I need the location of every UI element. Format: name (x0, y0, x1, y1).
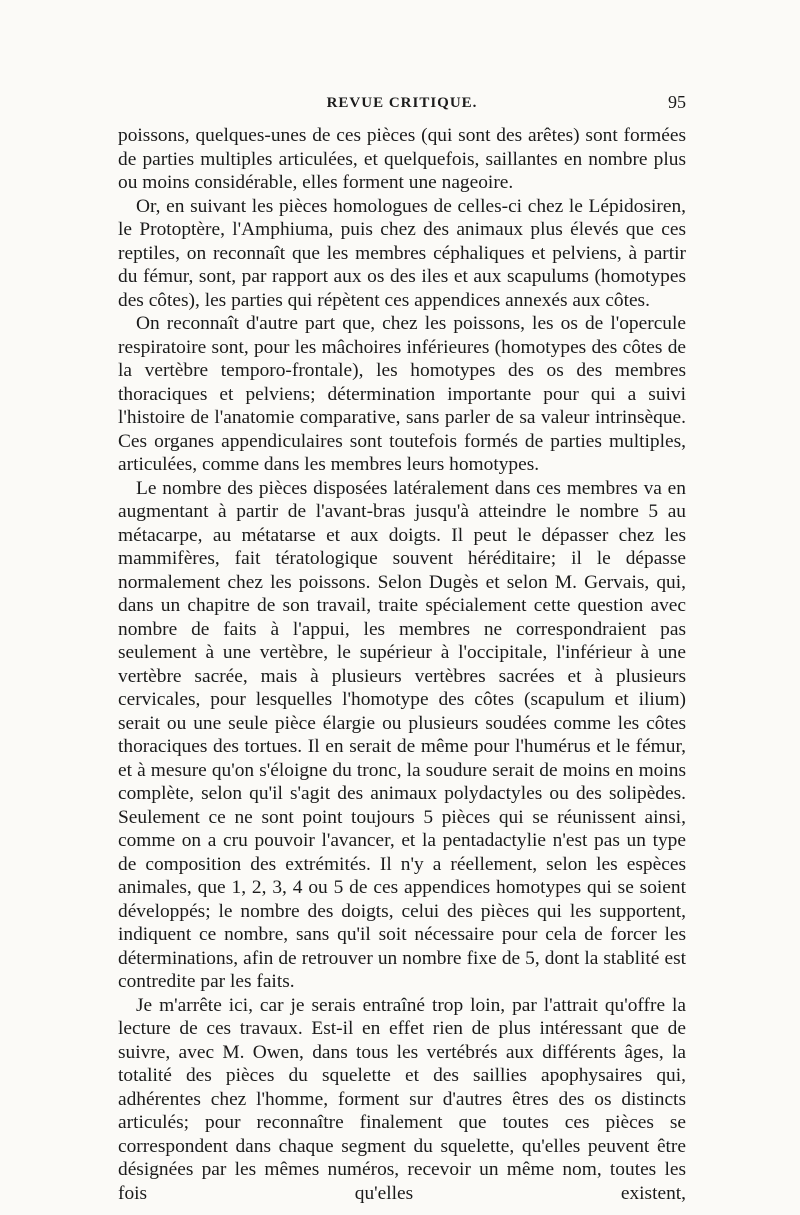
running-title: REVUE CRITIQUE. (326, 95, 478, 111)
paragraph-4: Le nombre des pièces disposées latéralement dans ces membres va en augmentant à partir de l'avant-bras jusqu'à atteindre le nombre 5 au métacarpe, au métatarse et aux doigts. Il peut le dépasser chez les mammifères, fait tératologique souvent héréditaire; il le dépasse normalement chez les poissons. Selon Dugès et selon M. Gervais, qui, dans un chapitre de son travail, traite spécialement cette question avec nombre de faits à l'appui, les membres ne correspondraient pas seulement à une vertèbre, le supérieur à l'occipitale, l'inférieur à une vertèbre sacrée, mais à plusieurs vertèbres sacrées et à plusieurs cervicales, pour lesquelles l'homotype des côtes (scapulum et ilium) serait ou une seule pièce élargie ou plusieurs soudées comme les côtes thoraciques des tortues. Il en serait de même pour l'humérus et le fémur, et à mesure qu'on s'éloigne du tronc, la soudure serait de moins en moins complète, selon qu'il s'agit des animaux polydactyles ou des solipèdes. Seulement ce ne sont point toujours 5 pièces qui se réunissent ainsi, comme on a cru pouvoir l'avancer, et la pentadactylie n'est pas un type de composition des extrémités. Il n'y a réellement, selon les espèces animales, que 1, 2, 3, 4 ou 5 de ces appendices homotypes qui se soient développés; le nombre des doigts, celui des pièces qui les supportent, indiquent ce nombre, sans qu'il soit nécessaire pour cela de forcer les déterminations, afin de retrouver un nombre fixe de 5, dont la stablité est contredite par les faits. (118, 477, 686, 992)
paragraph-3: On reconnaît d'autre part que, chez les poissons, les os de l'opercule respiratoire sont, pour les mâchoires inférieures (homotypes des côtes de la vertèbre temporo-frontale), les homotypes des os des membres thoraciques et pelviens; détermination importante pour qui a suivi l'histoire de l'anatomie comparative, sans parler de sa valeur intrinsèque. Ces organes appendiculaires sont toutefois formés de parties multiples, articulées, comme dans les membres leurs homotypes. (118, 313, 686, 475)
body-text (118, 124, 686, 1205)
page-number: 95 (668, 92, 686, 112)
paragraph-1: poissons, quelques-unes de ces pièces (qui sont des arêtes) sont formées de parties multiples articulées, et quelquefois, saillantes en nombre plus ou moins considérable, elles forment une nageoire. (118, 125, 686, 193)
page-header (118, 92, 686, 121)
paragraph-2: Or, en suivant les pièces homologues de celles-ci chez le Lépidosiren, le Protoptère, l'Amphiuma, puis chez des animaux plus élevés que ces reptiles, on reconnaît que les membres céphaliques et pelviens, à partir du fémur, sont, par rapport aux os des iles et aux scapulums (homotypes des côtes), les parties qui répètent ces appendices annexés aux côtes. (118, 195, 686, 311)
paragraph-5: Je m'arrête ici, car je serais entraîné trop loin, par l'attrait qu'offre la lecture de ces travaux. Est-il en effet rien de plus intéressant que de suivre, avec M. Owen, dans tous les vertébrés aux différents âges, la totalité des pièces du squelette et des saillies apophysaires qui, adhérentes chez l'homme, forment sur d'autres êtres des os distincts articulés; pour reconnaître finalement que toutes ces pièces se correspondent dans chaque segment du squelette, qu'elles peuvent être désignées par les mêmes numéros, recevoir un même nom, toutes les fois qu'elles existent, (118, 994, 686, 1204)
